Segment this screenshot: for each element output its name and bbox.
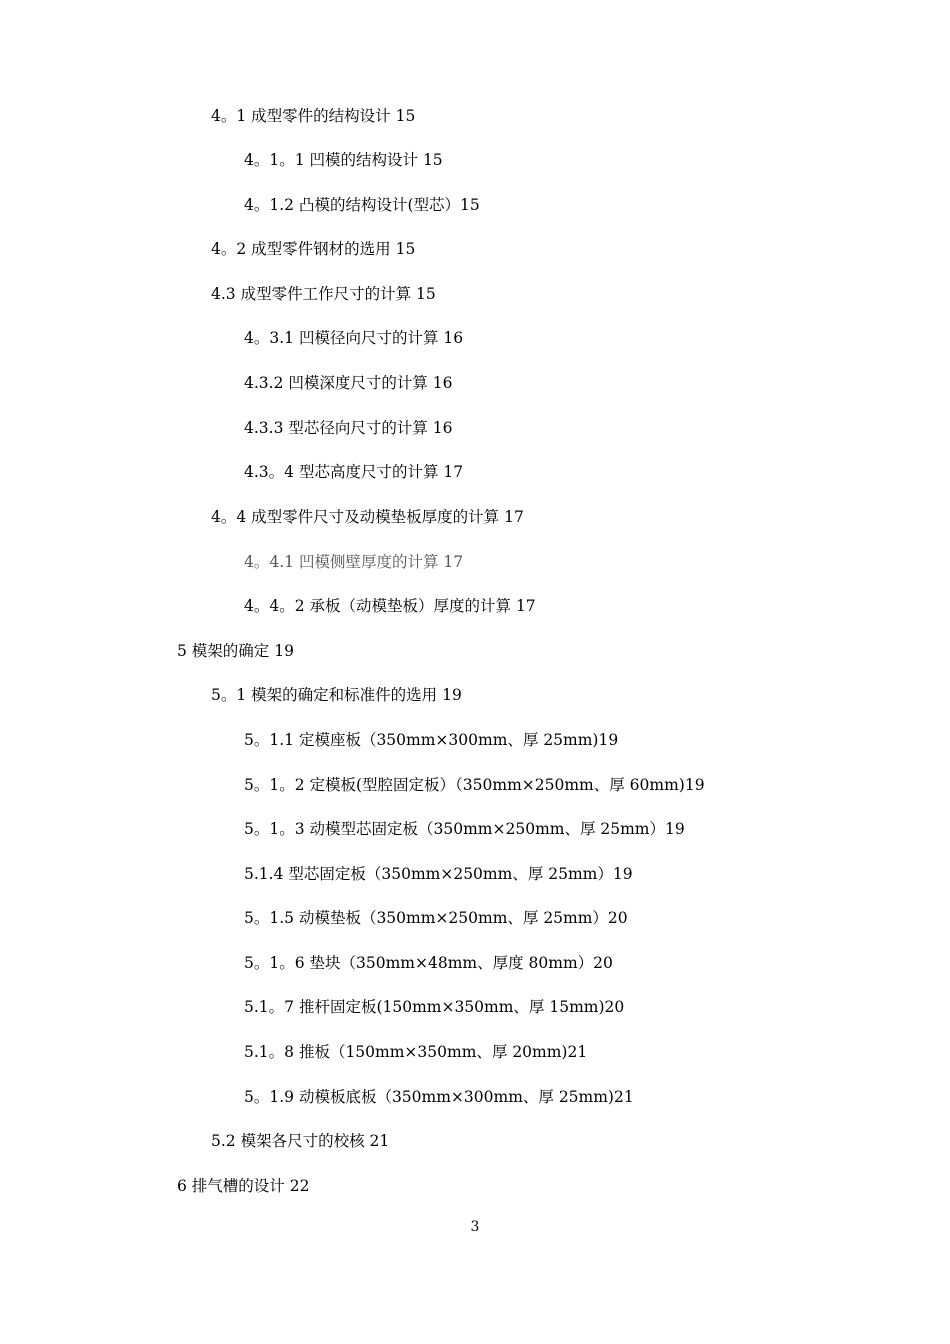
toc-entry: 5 模架的确定 19 [177,642,294,660]
toc-entry: 5.1.4 型芯固定板（350mm×250mm、厚 25mm）19 [244,865,633,883]
toc-entry: 4.3.3 型芯径向尺寸的计算 16 [244,419,453,437]
toc-entry: 4。4.1 凹模侧壁厚度的计算 17 [244,553,464,571]
toc-entry: 4。4 成型零件尺寸及动模垫板厚度的计算 17 [211,508,524,526]
toc-entry: 5.1。7 推杆固定板(150mm×350mm、厚 15mm)20 [244,998,625,1016]
toc-entry: 4.3 成型零件工作尺寸的计算 15 [211,285,436,303]
toc-entry: 5.2 模架各尺寸的校核 21 [211,1132,390,1150]
toc-entry: 4。1.2 凸模的结构设计(型芯）15 [244,196,480,214]
toc-entry: 4。1 成型零件的结构设计 15 [211,107,416,125]
toc-entry: 5。1 模架的确定和标准件的选用 19 [211,686,462,704]
toc-entry: 5。1.9 动模板底板（350mm×300mm、厚 25mm)21 [244,1088,634,1106]
toc-entry: 5。1.1 定模座板（350mm×300mm、厚 25mm)19 [244,731,619,749]
toc-entry: 4。3.1 凹模径向尺寸的计算 16 [244,329,464,347]
toc-entry: 4。1。1 凹模的结构设计 15 [244,151,443,169]
toc-entry: 5。1.5 动模垫板（350mm×250mm、厚 25mm）20 [244,909,628,927]
toc-entry: 5。1。3 动模型芯固定板（350mm×250mm、厚 25mm）19 [244,820,685,838]
toc-entry: 4。4。2 承板（动模垫板）厚度的计算 17 [244,597,536,615]
page-number: 3 [470,1219,480,1235]
toc-entry: 5.1。8 推板（150mm×350mm、厚 20mm)21 [244,1043,588,1061]
toc-entry: 6 排气槽的设计 22 [177,1177,310,1195]
toc-entry: 4.3。4 型芯高度尺寸的计算 17 [244,463,464,481]
toc-entry: 5。1。2 定模板(型腔固定板）（350mm×250mm、厚 60mm)19 [244,776,705,794]
toc-entry: 4。2 成型零件钢材的选用 15 [211,240,416,258]
toc-entry: 5。1。6 垫块（350mm×48mm、厚度 80mm）20 [244,954,613,972]
toc-entry: 4.3.2 凹模深度尺寸的计算 16 [244,374,453,392]
